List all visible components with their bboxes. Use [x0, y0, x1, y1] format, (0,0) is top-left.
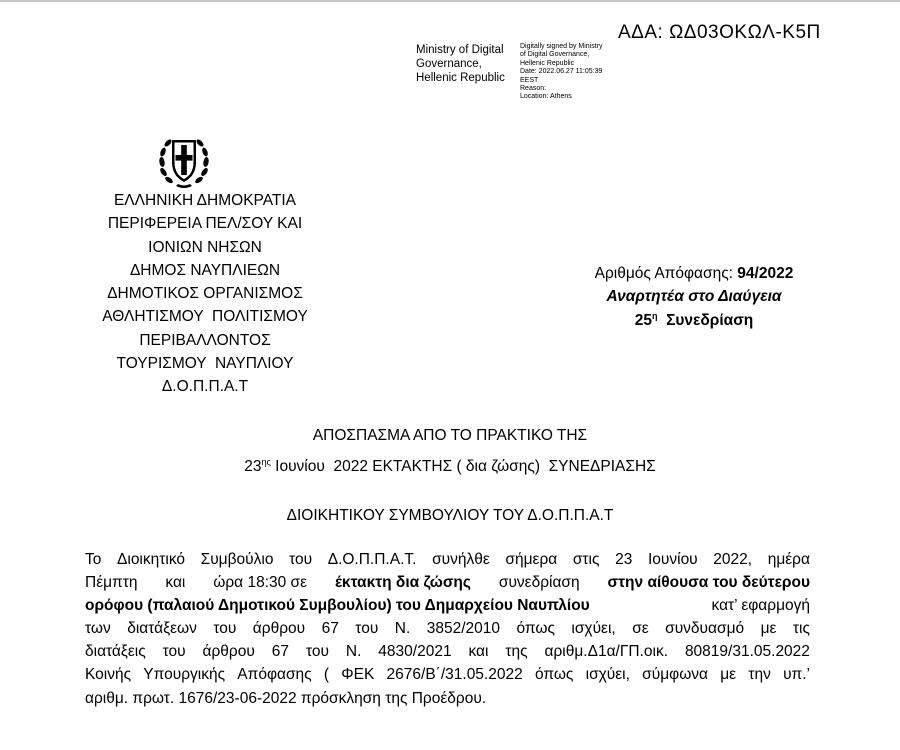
word: 2022, [713, 551, 753, 568]
word: 4830/2021 [378, 643, 452, 661]
word: και [468, 643, 489, 661]
extract-heading: ΑΠΟΣΠΑΣΜΑ ΑΠΟ ΤΟ ΠΡΑΚΤΙΚΟ ΤΗΣ [312, 427, 588, 444]
word: 67 [271, 643, 290, 661]
paragraph-line-2 [85, 571, 810, 594]
word: των [85, 620, 111, 638]
word: συνδυασμό [665, 620, 745, 638]
decision-info [560, 262, 828, 332]
word: Υπουργικής [143, 666, 226, 684]
word: σήμερα [505, 551, 558, 568]
text-segment: αριθμ. πρωτ. 1676/23-06-2022 πρόσκληση της Προέδρου. [85, 689, 487, 707]
minutes-paragraph [85, 548, 810, 710]
paragraph-line-6 [85, 663, 810, 686]
meeting-day: 23 [244, 458, 262, 475]
paragraph-line-4 [85, 617, 810, 640]
page-top-edge [0, 0, 900, 2]
board-heading: ΔΙΟΙΚΗΤΙΚΟΥ ΣΥΜΒΟΥΛΙΟΥ ΤΟΥ Δ.Ο.Π.Π.Α.Τ [286, 507, 614, 524]
issuer-line: Δ.Ο.Π.Π.Α.Τ [161, 378, 249, 396]
signature-detail-line: Date: 2022.06.27 11:05:39 [520, 68, 603, 76]
word: σε [632, 620, 649, 638]
word: την [748, 666, 771, 684]
issuer-line: ΠΕΡΙΒΑΛΛΟΝΤΟΣ [139, 331, 271, 349]
session-number: 25 [634, 311, 652, 329]
paragraph-line-3 [85, 594, 810, 617]
word: 3852/2010 [426, 620, 501, 638]
word: του [289, 551, 313, 568]
paragraph-line-5 [85, 640, 810, 663]
word: στις [572, 551, 600, 568]
word: Συμβούλιο [200, 551, 274, 568]
word: 23 [615, 551, 633, 568]
word: διατάξεων [127, 620, 197, 638]
greek-coat-of-arms-icon [156, 132, 212, 190]
word: και [165, 574, 186, 592]
word: Ν. [394, 620, 411, 638]
word: Ν. [345, 643, 362, 661]
session-ordinal: η [651, 310, 658, 321]
word: ισχύει, [571, 620, 616, 638]
meeting-date-rest: Ιουνίου 2022 ΕΚΤΑΚΤΗΣ ( δια ζώσης) ΣΥΝΕΔΡΙΑΣΗΣ [270, 458, 656, 475]
word: Διοικητικό [117, 551, 185, 568]
signer-line: Ministry of Digital [416, 44, 504, 56]
word: όπως [534, 666, 574, 684]
word: άρθρου [202, 643, 255, 661]
signature-detail-line: Location: Athens [520, 93, 572, 101]
posting-note: Αναρτητέα στο Διαύγεια [606, 288, 782, 306]
word: Πέμπτη [85, 574, 138, 592]
meeting-date-heading [0, 458, 900, 476]
word: με [720, 666, 737, 684]
issuer-line: ΔΗΜΟΣ ΝΑΥΠΛΙΕΩΝ [129, 261, 281, 279]
session-line [560, 309, 828, 332]
bold-segment: ορόφου (παλαιού Δημοτικού Συμβουλίου) του Δημαρχείου Ναυπλίου [85, 597, 590, 615]
word: του [213, 620, 237, 638]
word: τις [792, 620, 810, 638]
decision-number-label: Αριθμός Απόφασης: [594, 265, 738, 282]
word: Απόφασης [237, 666, 312, 684]
paragraph-line-1 [85, 548, 810, 571]
meeting-day-ordinal: ης [261, 457, 271, 467]
issuer-line: ΙΟΝΙΩΝ ΝΗΣΩΝ [148, 238, 262, 256]
word: Ιουνίου [647, 551, 698, 568]
word: συνεδρίαση [498, 574, 580, 592]
word: ισχύει, [585, 666, 630, 684]
word: σύμφωνα [642, 666, 709, 684]
digital-signature-signer [416, 43, 505, 85]
word: με [760, 620, 777, 638]
decision-number-line [560, 262, 828, 285]
word: 2676/Β΄/31.05.2022 [386, 666, 523, 684]
word: αριθμ.Δ1α/ΓΠ.οικ. [544, 643, 669, 661]
word: του [305, 643, 329, 661]
signer-line: Governance, [416, 58, 482, 70]
issuer-block [60, 189, 350, 399]
word: 80819/31.05.2022 [684, 643, 810, 661]
word: Δ.Ο.Π.Π.Α.Τ. [327, 551, 417, 568]
session-word: Συνεδρίαση [657, 311, 754, 329]
word: του [162, 643, 186, 661]
word: υπ.’ [783, 666, 810, 684]
issuer-line: ΕΛΛΗΝΙΚΗ ΔΗΜΟΚΡΑΤΙΑ [113, 192, 297, 209]
ada-code: ΑΔΑ: ΩΔ03ΟΚΩΛ-Κ5Π [618, 22, 821, 43]
signer-line: Hellenic Republic [416, 72, 505, 84]
word: διατάξεις [85, 643, 146, 661]
word: ημέρα [767, 551, 810, 568]
bold-segment: έκτακτη δια ζώσης [334, 574, 471, 592]
issuer-line: ΠΕΡΙΦΕΡΕΙΑ ΠΕΛ/ΣΟΥ ΚΑΙ [107, 215, 303, 233]
word: Το [85, 551, 102, 568]
word: ΦΕΚ [341, 666, 375, 684]
word: άρθρου [252, 620, 306, 638]
paragraph-line-7 [85, 687, 810, 710]
digital-signature-details [520, 43, 602, 102]
decision-number: 94/2022 [737, 265, 794, 282]
issuer-line: ΤΟΥΡΙΣΜΟΥ ΝΑΥΠΛΙΟΥ [116, 355, 294, 373]
word: του [355, 620, 379, 638]
word: ( [323, 666, 330, 684]
issuer-line: ΔΗΜΟΤΙΚΟΣ ΟΡΓΑΝΙΣΜΟΣ [107, 285, 303, 303]
signature-detail-line: of Digital Governance, [520, 51, 590, 59]
signature-detail-line: Reason: [520, 85, 547, 93]
word: της [505, 643, 528, 661]
word: όπως [516, 620, 555, 638]
signature-detail-line: Digitally signed by Ministry [520, 43, 603, 50]
issuer-line: ΑΘΛΗΤΙΣΜΟΥ ΠΟΛΙΤΙΣΜΟΥ [102, 308, 308, 326]
bold-segment: στην αίθουσα του δεύτερου [607, 574, 810, 592]
signature-detail-line: EEST [520, 76, 539, 84]
word: συνήλθε [432, 551, 490, 568]
word: Κοινής [85, 666, 132, 684]
signature-detail-line: Hellenic Republic [520, 59, 575, 67]
text-segment: κατ’ εφαρμογή [711, 597, 810, 615]
text-segment: ώρα 18:30 σε [213, 574, 308, 592]
word: 67 [321, 620, 339, 638]
